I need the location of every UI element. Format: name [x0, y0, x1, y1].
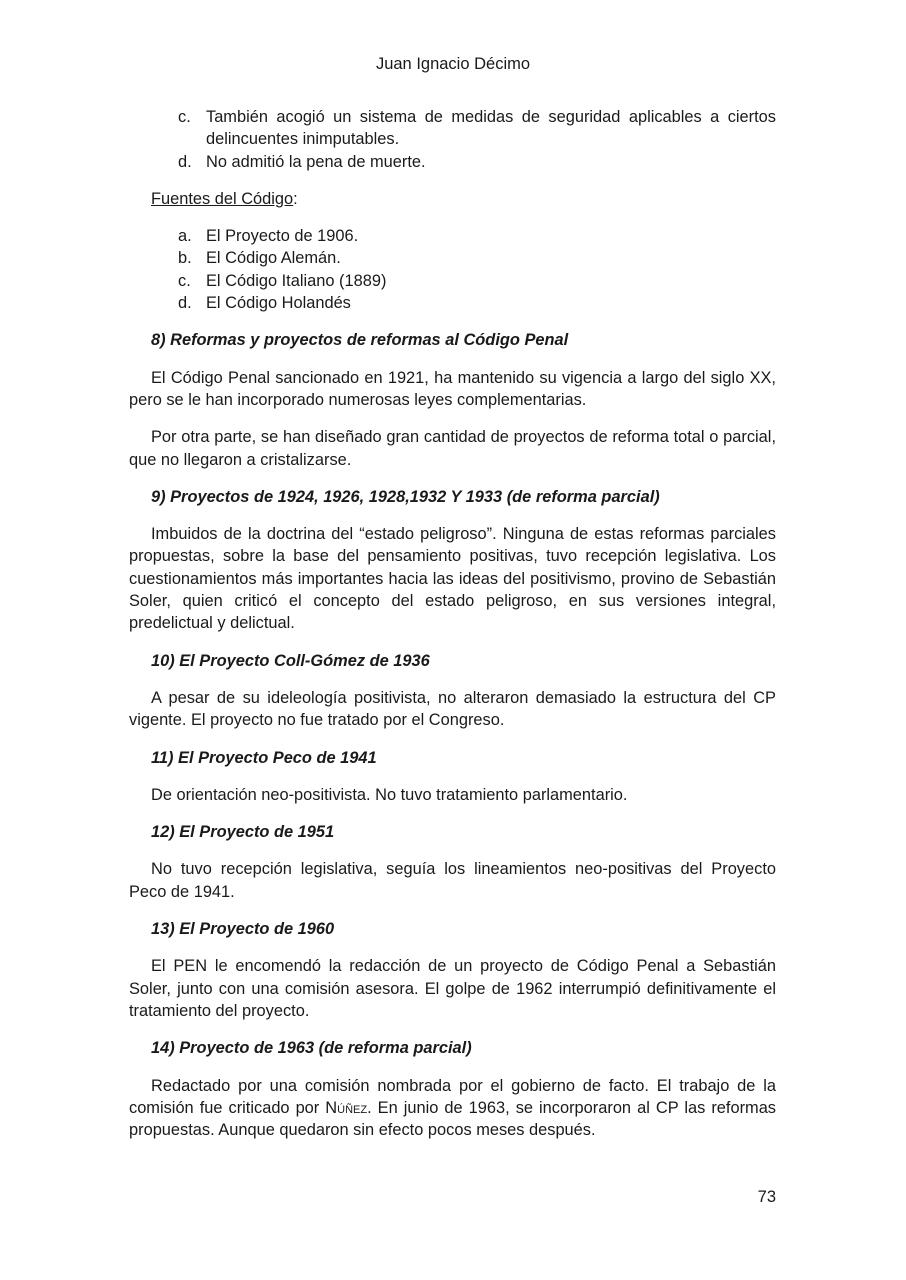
- paragraph: Imbuidos de la doctrina del “estado peligroso”. Ninguna de estas reformas parciales propuestas, sobre la base del pensamiento positivas, tuvo recepción legislativa. Los cuestionamientos más importantes hacia las ideas del positivismo, provino de Sebastián Soler, quien criticó el concepto del estado peligroso, en sus versiones integral, predelictual y delictual.: [129, 525, 776, 633]
- list-item: [178, 270, 776, 292]
- sources-heading-colon: :: [293, 189, 298, 208]
- list-marker: d.: [178, 152, 192, 171]
- list-marker: c.: [178, 271, 191, 290]
- paragraph: El PEN le encomendó la redacción de un proyecto de Código Penal a Sebastián Soler, junto con una comisión asesora. El golpe de 1962 interrumpió definitivamente el tratamiento del proyecto.: [129, 957, 776, 1020]
- list-item-text: El Código Italiano (1889): [206, 271, 387, 290]
- page-body: [129, 106, 776, 1156]
- list-item-text: No admitió la pena de muerte.: [206, 152, 426, 171]
- list-marker: a.: [178, 227, 192, 246]
- list-item: [178, 151, 776, 173]
- paragraph: Por otra parte, se han diseñado gran cantidad de proyectos de reforma total o parcial, que no llegaron a cristalizarse.: [129, 428, 776, 469]
- section-heading-14: 14) Proyecto de 1963 (de reforma parcial): [151, 1039, 472, 1058]
- list-item: [178, 292, 776, 314]
- paragraph: No tuvo recepción legislativa, seguía los lineamientos neo-positivas del Proyecto Peco de 1941.: [129, 860, 776, 901]
- criteria-list: [178, 106, 776, 173]
- list-item: [178, 225, 776, 247]
- running-header: Juan Ignacio Décimo: [375, 55, 531, 73]
- paragraph: De orientación neo-positivista. No tuvo tratamiento parlamentario.: [151, 785, 628, 804]
- list-item-text: El Código Alemán.: [206, 249, 341, 268]
- sources-heading: [129, 188, 776, 210]
- list-item-text: El Proyecto de 1906.: [206, 227, 359, 246]
- author-name: Núñez: [325, 1098, 368, 1117]
- paragraph: El Código Penal sancionado en 1921, ha mantenido su vigencia a largo del siglo XX, pero se le han incorporado numerosas leyes complementarias.: [129, 368, 776, 409]
- paragraph-text: Redactado por una comisión nombrada por el gobierno de facto. El trabajo de la comisión fue criticado por: [129, 1076, 776, 1117]
- paragraph: A pesar de su ideleología positivista, no alteraron demasiado la estructura del CP vigente. El proyecto no fue tratado por el Congreso.: [129, 688, 776, 730]
- paragraph-text: . En junio de 1963, se incorporaron al CP las reformas propuestas. Aunque quedaron sin efecto pocos meses después.: [129, 1098, 776, 1140]
- section-heading-9: 9) Proyectos de 1924, 1926, 1928,1932 Y 1933 (de reforma parcial): [151, 487, 660, 506]
- paragraph: [129, 1075, 776, 1142]
- section-heading-8: 8) Reformas y proyectos de reformas al Código Penal: [151, 331, 569, 350]
- list-item: [178, 247, 776, 269]
- section-heading-13: 13) El Proyecto de 1960: [151, 920, 335, 939]
- list-item-text: El Código Holandés: [206, 294, 351, 313]
- list-marker: d.: [178, 294, 192, 313]
- list-marker: b.: [178, 249, 192, 268]
- sources-list: [178, 225, 776, 314]
- section-heading-12: 12) El Proyecto de 1951: [151, 823, 335, 842]
- page-number: 73: [757, 1188, 776, 1206]
- section-heading-11: 11) El Proyecto Peco de 1941: [151, 748, 377, 767]
- section-heading-10: 10) El Proyecto Coll-Gómez de 1936: [151, 651, 430, 670]
- list-item: [178, 106, 776, 151]
- list-item-text: También acogió un sistema de medidas de seguridad aplicables a ciertos delincuentes inimputables.: [206, 108, 776, 149]
- list-marker: c.: [178, 108, 191, 126]
- sources-heading-label: Fuentes del Código: [151, 189, 294, 208]
